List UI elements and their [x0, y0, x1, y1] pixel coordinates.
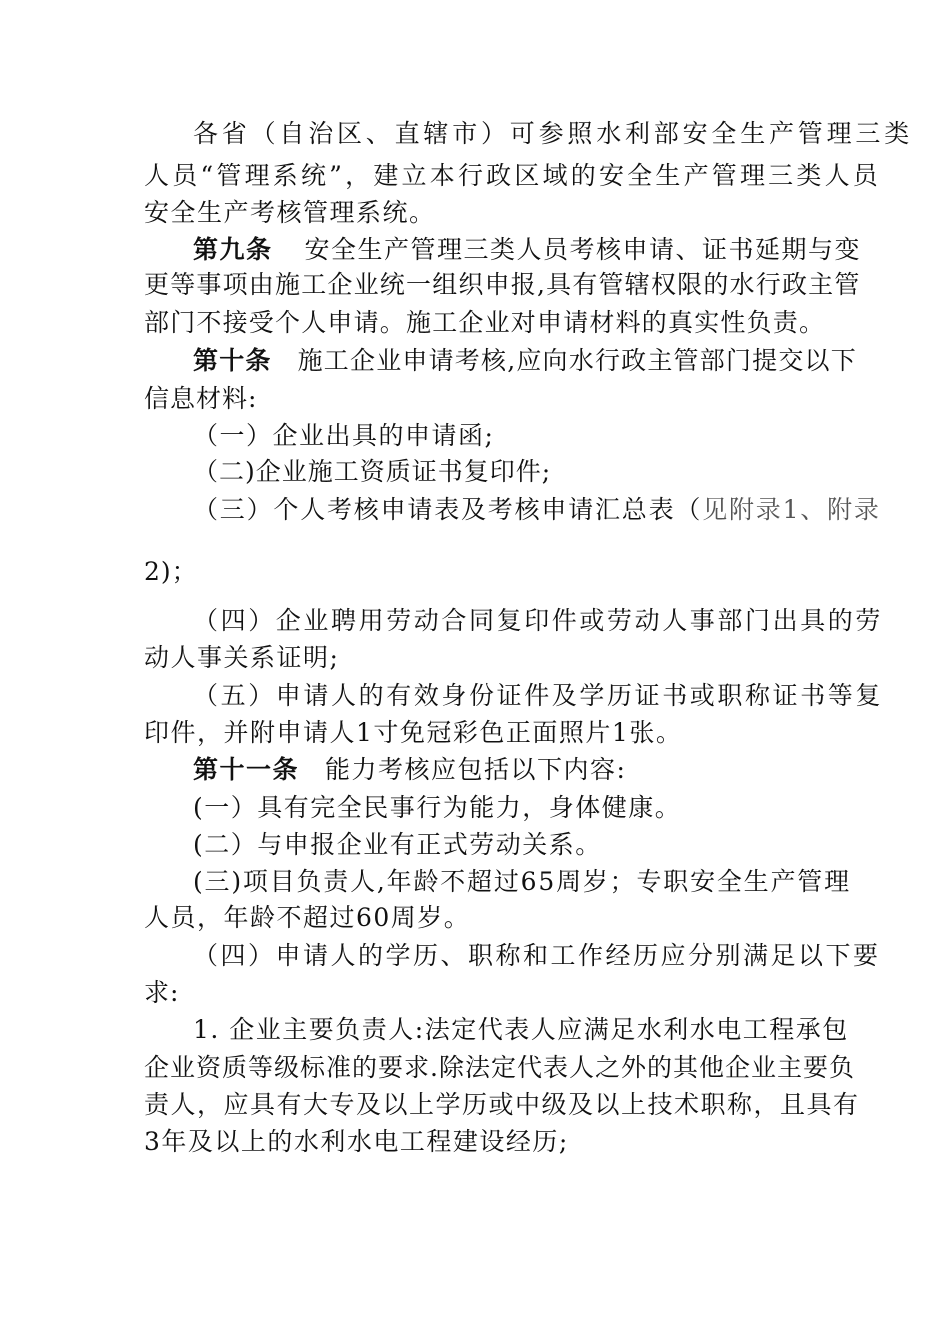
list-item: （四）申请人的学历、职称和工作经历应分别满足以下要 [193, 941, 881, 970]
list-item: （二)企业施工资质证书复印件; [193, 457, 552, 486]
paragraph-line: 人员“管理系统”，建立本行政区域的安全生产管理三类人员 [144, 161, 881, 190]
paragraph-line: 信息材料: [144, 384, 258, 413]
article-10-heading: 第十条 施工企业申请考核,应向水行政主管部门提交以下 [193, 346, 857, 375]
list-item: (三)项目负责人,年龄不超过65周岁；专职安全生产管理 [193, 867, 851, 896]
paragraph-line: 部门不接受个人申请。施工企业对申请材料的真实性负责。 [144, 308, 826, 337]
article-number: 第十一条 [193, 755, 300, 784]
list-item: (一）具有完全民事行为能力，身体健康。 [193, 793, 682, 822]
paragraph-line: 动人事关系证明; [144, 643, 340, 672]
article-11-heading: 第十一条 能力考核应包括以下内容: [193, 755, 627, 784]
list-item: （五）申请人的有效身份证件及学历证书或职称证书等复 [193, 681, 884, 710]
paragraph-line: 各省（自治区、直辖市）可参照水利部安全生产管理三类 [193, 119, 914, 148]
list-item: （一）企业出具的申请函; [193, 421, 495, 450]
paragraph-line: 2)； [144, 557, 198, 586]
article-number: 第十条 [193, 346, 272, 375]
list-item: (二）与申报企业有正式劳动关系。 [193, 830, 602, 859]
list-item: 1. 企业主要负责人:法定代表人应满足水利水电工程承包 [193, 1015, 849, 1044]
paragraph-line: 责人，应具有大专及以上学历或中级及以上技术职称，且具有 [144, 1090, 860, 1119]
article-9-heading: 第九条 安全生产管理三类人员考核申请、证书延期与变 [193, 235, 862, 264]
paragraph-line: 人员，年龄不超过60周岁。 [144, 903, 471, 932]
paragraph-line: 3年及以上的水利水电工程建设经历; [144, 1127, 569, 1156]
paragraph-line: 企业资质等级标准的要求.除法定代表人之外的其他企业主要负 [144, 1053, 855, 1082]
paragraph-line: 求: [144, 978, 180, 1007]
article-number: 第九条 [193, 235, 273, 264]
list-item: （三）个人考核申请表及考核申请汇总表（见附录1、附录 [193, 495, 881, 524]
paragraph-line: 安全生产考核管理系统。 [144, 198, 436, 227]
paragraph-line: 印件，并附申请人1寸免冠彩色正面照片1张。 [144, 718, 683, 747]
list-item: （四）企业聘用劳动合同复印件或劳动人事部门出具的劳 [193, 606, 884, 635]
paragraph-line: 更等事项由施工企业统一组织申报,具有管辖权限的水行政主管 [144, 270, 861, 299]
